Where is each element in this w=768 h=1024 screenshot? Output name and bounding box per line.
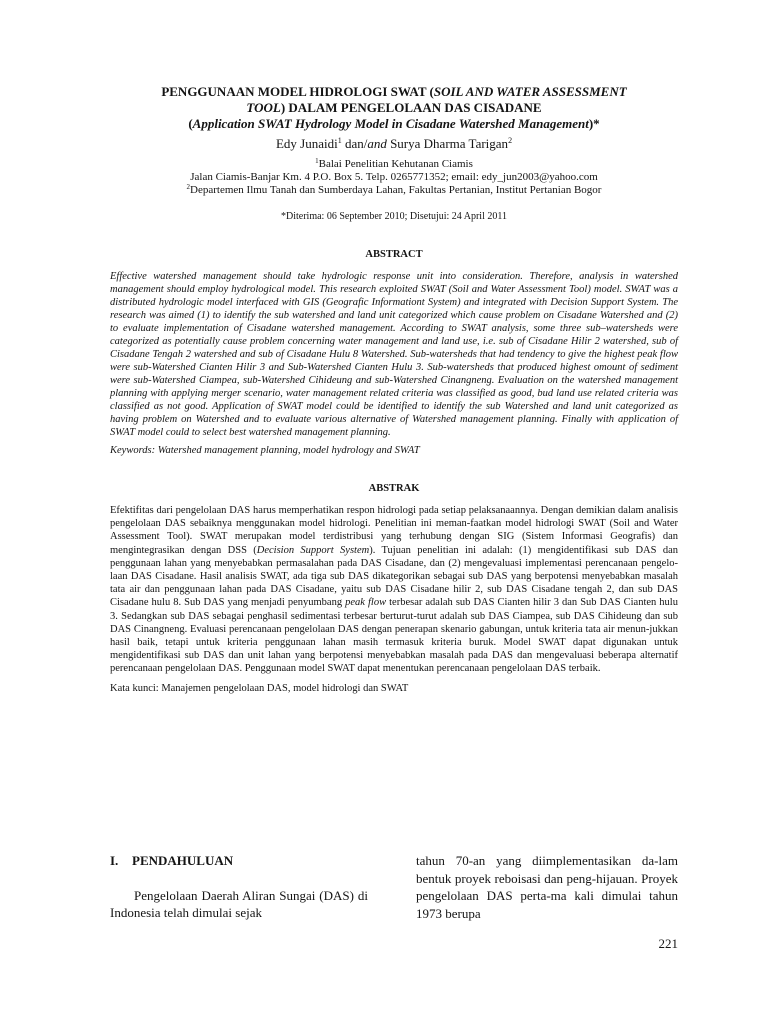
author-2: Surya Dharma Tarigan xyxy=(386,136,509,151)
author-list: Edy Junaidi$^1$ dan/and Surya Dharma Tarigan$^2$ xyxy=(275,136,513,151)
abstrak-heading: ABSTRAK xyxy=(368,483,420,494)
abstract-body: Effective watershed management should take hydrologic response unit into consideration. Therefore, analysis in watershed management should employ hydrological model. This research exploited SWAT (Soil and Water Assessment Tool) model. SWAT was a distributed hydrologic model interfaced with GIS (Geografic Informationt System) and integrated with Decision Support System. The research was aimed (1) to identify the sub watershed and land unit categorized which cause problem on Cisadane Watershed and (2) to evaluate implementation of Cisadane watershed management. According to SWAT analysis, some three sub–watersheds were categorized as potentially cause problem concerning water management and land use, i.e. sub of Cisadane Hilir 2 watershed, sub of Cisadane Tengah 2 watershed and sub of Cisadane Hulu 8 Watershed. Sub-watersheds that had tendency to give the highest peak flow were sub-Watershed Cianten Hilir 3 and Sub-Watershed Cianten Hulu 3. Sub-watersheds that produced highest omount of sediment were sub-Watershed Ciampea, sub-Watershed Cihideung and sub-Watershed Cinangneng. Evaluation on the watershed management planning with applying merger scenario, water management related criteria was classified as good, bud land use related criteria was classified as not good. Application of SWAT model could be identified to identify the sub Watershed and land unit categorized as having problem on Watershed and to evaluate various alternative of Watershed management planning. Finally with application of SWAT model could to select best watershed management planning. xyxy=(110,271,678,438)
received-date: *Diterima: 06 September 2010; Disetujui: 24 April 2011 xyxy=(281,211,507,222)
column-left xyxy=(110,852,368,922)
abstrak-body: Efektifitas dari pengelolaan DAS harus memperhatikan respon hidrologi pada setiap pelaksanaannya. Dengan demikian dalam analisis pengelolaan DAS sebaiknya menggunakan model hidrologi. Penelitian ini meman-faatkan model hidrologi SWAT (Soil and Water Assessment Tool). SWAT merupakan model terdistribusi yang terhubung dengan SIG (Sistem Informasi Geografis) dan mengintegrasikan dengan DSS (Decision Support System). Tujuan penelitian ini adalah: (1) mengidentifikasi sub DAS dan penggunaan lahan yang menyebabkan permasalahan pada DAS Cisadane, dan (2) mengevaluasi implementasi perencanaan pengelo-laan DAS Cisadane. Hasil analisis SWAT, ada tiga sub DAS dikategorikan sebagai sub DAS yang berpotensi menyebabkan masalah tata air dan penggunaan lahan pada DAS Cisadane, yaitu sub DAS Cisadane hilir 2, sub DAS Cisadane tengah 2, dan sub DAS Cisadane hulu 8. Sub DAS yang menjadi penyumbang peak flow terbesar adalah sub DAS Cianten hilir 3 dan Sub DAS Cianten hulu 3. Sedangkan sub DAS sebagai penghasil sedimentasi terbesar berturut-turut adalah sub DAS Ciampea, sub DAS Cihideung dan sub DAS Cinangneng. Evaluasi perencanaan pengelolaan DAS dengan penerapan skenario gabungan, untuk kriteria tata air menun-jukkan hasil baik, tetapi untuk kriteria penggunaan lahan masih termasuk kriteria buruk. Model SWAT dapat digunakan untuk mengidentifikasi sub DAS dan unit lahan yang berpotensi menyebabkan masalah pada DAS dan mengevaluasi beberapa alternatif perencanaan pengelolaan DAS. Penggunaan model SWAT dapat menentukan perencanaan pengelolaan DAS terbaik. xyxy=(110,505,678,675)
paper-page xyxy=(110,84,678,695)
title-line-2: TOOL) DALAM PENGELOLAAN DAS CISADANE xyxy=(246,100,542,115)
affiliations xyxy=(110,158,678,197)
page-number: 221 xyxy=(658,936,678,951)
affiliation-1: $^1$Balai Penelitian Kehutanan Ciamis xyxy=(315,157,473,170)
abstract-heading: ABSTRACT xyxy=(365,249,423,260)
intro-paragraph-left: Pengelolaan Daerah Aliran Sungai (DAS) di Indonesia telah dimulai sejak xyxy=(110,887,368,920)
affiliation-2: $^2$Departemen Ilmu Tanah dan Sumberdaya Lahan, Fakultas Pertanian, Institut Pertanian Bogor xyxy=(186,183,602,196)
title-line-3-english: (Application SWAT Hydrology Model in Cisadane Watershed Management)* xyxy=(188,116,600,131)
intro-paragraph-right: tahun 70-an yang diimplementasikan da-lam bentuk proyek reboisasi dan peng-hijauan. Proyek pengelolaan DAS perta-ma kali dimulai tahun 1973 berupa xyxy=(416,853,678,921)
abstrak-keywords: Kata kunci: Manajemen pengelolaan DAS, model hidrologi dan SWAT xyxy=(110,682,409,694)
affiliation-1-address: Jalan Ciamis-Banjar Km. 4 P.O. Box 5. Telp. 0265771352; email: edy_jun2003@yahoo.com xyxy=(190,171,598,183)
column-right xyxy=(416,852,678,922)
abstract-keywords: Keywords: Watershed management planning, model hydrology and SWAT xyxy=(110,445,420,456)
title-line-1: PENGGUNAAN MODEL HIDROLOGI SWAT (SOIL AND WATER ASSESSMENT xyxy=(161,84,627,99)
author-1: Edy Junaidi xyxy=(275,136,338,151)
paper-title xyxy=(110,84,678,132)
intro-heading: I. PENDAHULUAN xyxy=(110,853,234,868)
